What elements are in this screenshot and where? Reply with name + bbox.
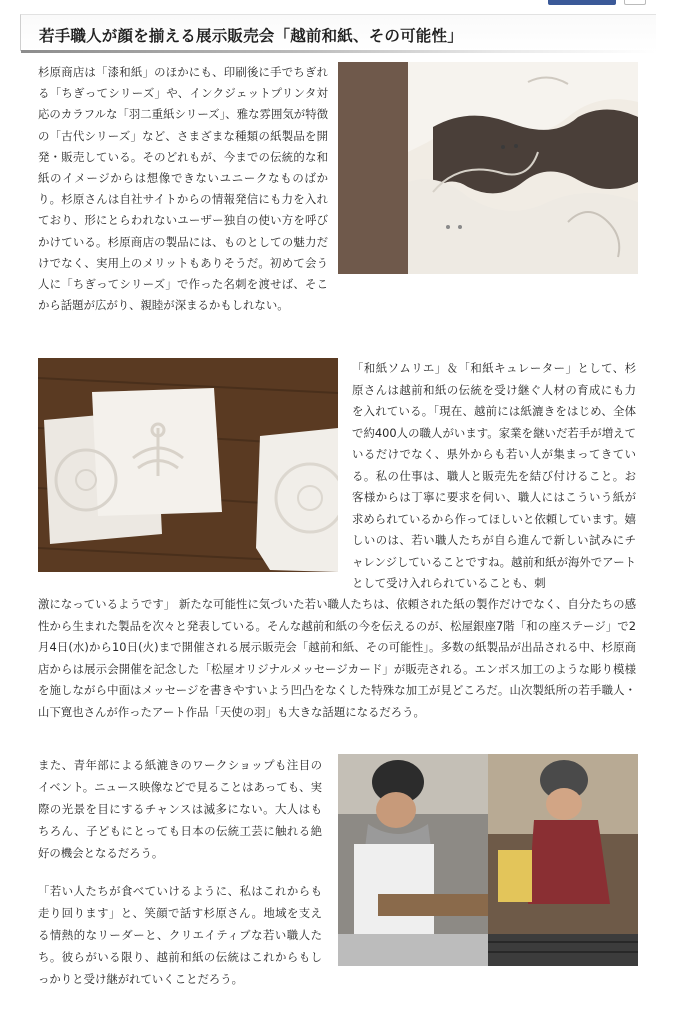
paragraph-sommelier: 「和紙ソムリエ」＆「和紙キュレーター」として、杉原さんは越前和紙の伝統を受け継ぐ人材の育成にも力を入れている。「現在、越前には紙漉きをはじめ、全体で約400人の職人がいます。家業を継いだ若手が増えているだけでなく、県外からも若い人が集まってきている。私の仕事は、職人と販売先を結び付けること。お客様からは丁寧に要求を伺い、職人にはこういう紙が求められているから作ってほしいと依頼しています。嬉しいのは、若い職人たちが自ら進んで新しい試みにチャレンジしていることですね。越前和紙が海外でアートとして受け入れられていることも、刺 (352, 361, 636, 590)
torn-paper-photo (338, 62, 638, 274)
share-count-box[interactable] (624, 0, 646, 5)
artisans-photo (338, 754, 638, 966)
article-title-bar (20, 14, 656, 51)
paragraph-closing: 「若い人たちが食べていけるように、私はこれからも走り回ります」と、笑顔で話す杉原さん。地域を支える情熱的なリーダーと、クリエイティブな若い職人たち。彼らがいる限り、越前和紙の伝統はこれからもしっかりと受け継がれていくことだろう。 (38, 884, 322, 986)
article (20, 14, 656, 986)
paragraph-workshop: また、青年部による紙漉きのワークショップも注目のイベント。ニュース映像などで見ることはあっても、実際の光景を目にするチャンスは滅多にない。大人はもちろん、子どもにとっても日本の伝統工芸に触れる絶好の機会となるだろう。 (38, 758, 322, 860)
embossed-cards-photo (38, 358, 338, 572)
share-button[interactable] (548, 0, 616, 5)
paragraph-products: 杉原商店は「漆和紙」のほかにも、印刷後に手でちぎれる「ちぎってシリーズ」や、インクジェットプリンタ対応のカラフルな「羽二重紙シリーズ」、雅な雰囲気が特徴の「古代シリーズ」など、さまざまな種類の紙製品を開発・販売している。そのどれもが、今までの伝統的な和紙のイメージからは想像できないユニークなものばかり。杉原さんは自社サイトからの情報発信にも力を入れており、形にとらわれないユーザー独自の使い方を呼びかけている。杉原商店の製品には、ものとしての魅力だけでなく、実用上のメリットもありそうだ。初めて会う人に「ちぎってシリーズ」で作った名刺を渡せば、そこから話題が広がり、親睦が深まるかもしれない。 (38, 65, 328, 313)
paragraph-exhibition: 激になっているようです」 新たな可能性に気づいた若い職人たちは、依頼された紙の製作だけでなく、自分たちの感性から生まれた製品を次々と発表している。そんな越前和紙の今を伝えるのが、松屋銀座7階「和の座ステージ」で2月4日(水)から10日(火)まで開催される展示販売会「越前和紙、その可能性」。多数の紙製品が出品される中、杉原商店からは展示会開催を記念した「松屋オリジナルメッセージカード」が販売される。エンボス加工のような彫り模様を施しながら中面はメッセージを書きやすいよう凹凸をなくした特殊な加工が見どころだ。山次製紙所の若手職人・山下寛也さんが作ったアート作品「天使の羽」も大きな話題になるだろう。 (38, 597, 636, 719)
article-title: 若手職人が顔を揃える展示販売会「越前和紙、その可能性」 (39, 27, 463, 45)
